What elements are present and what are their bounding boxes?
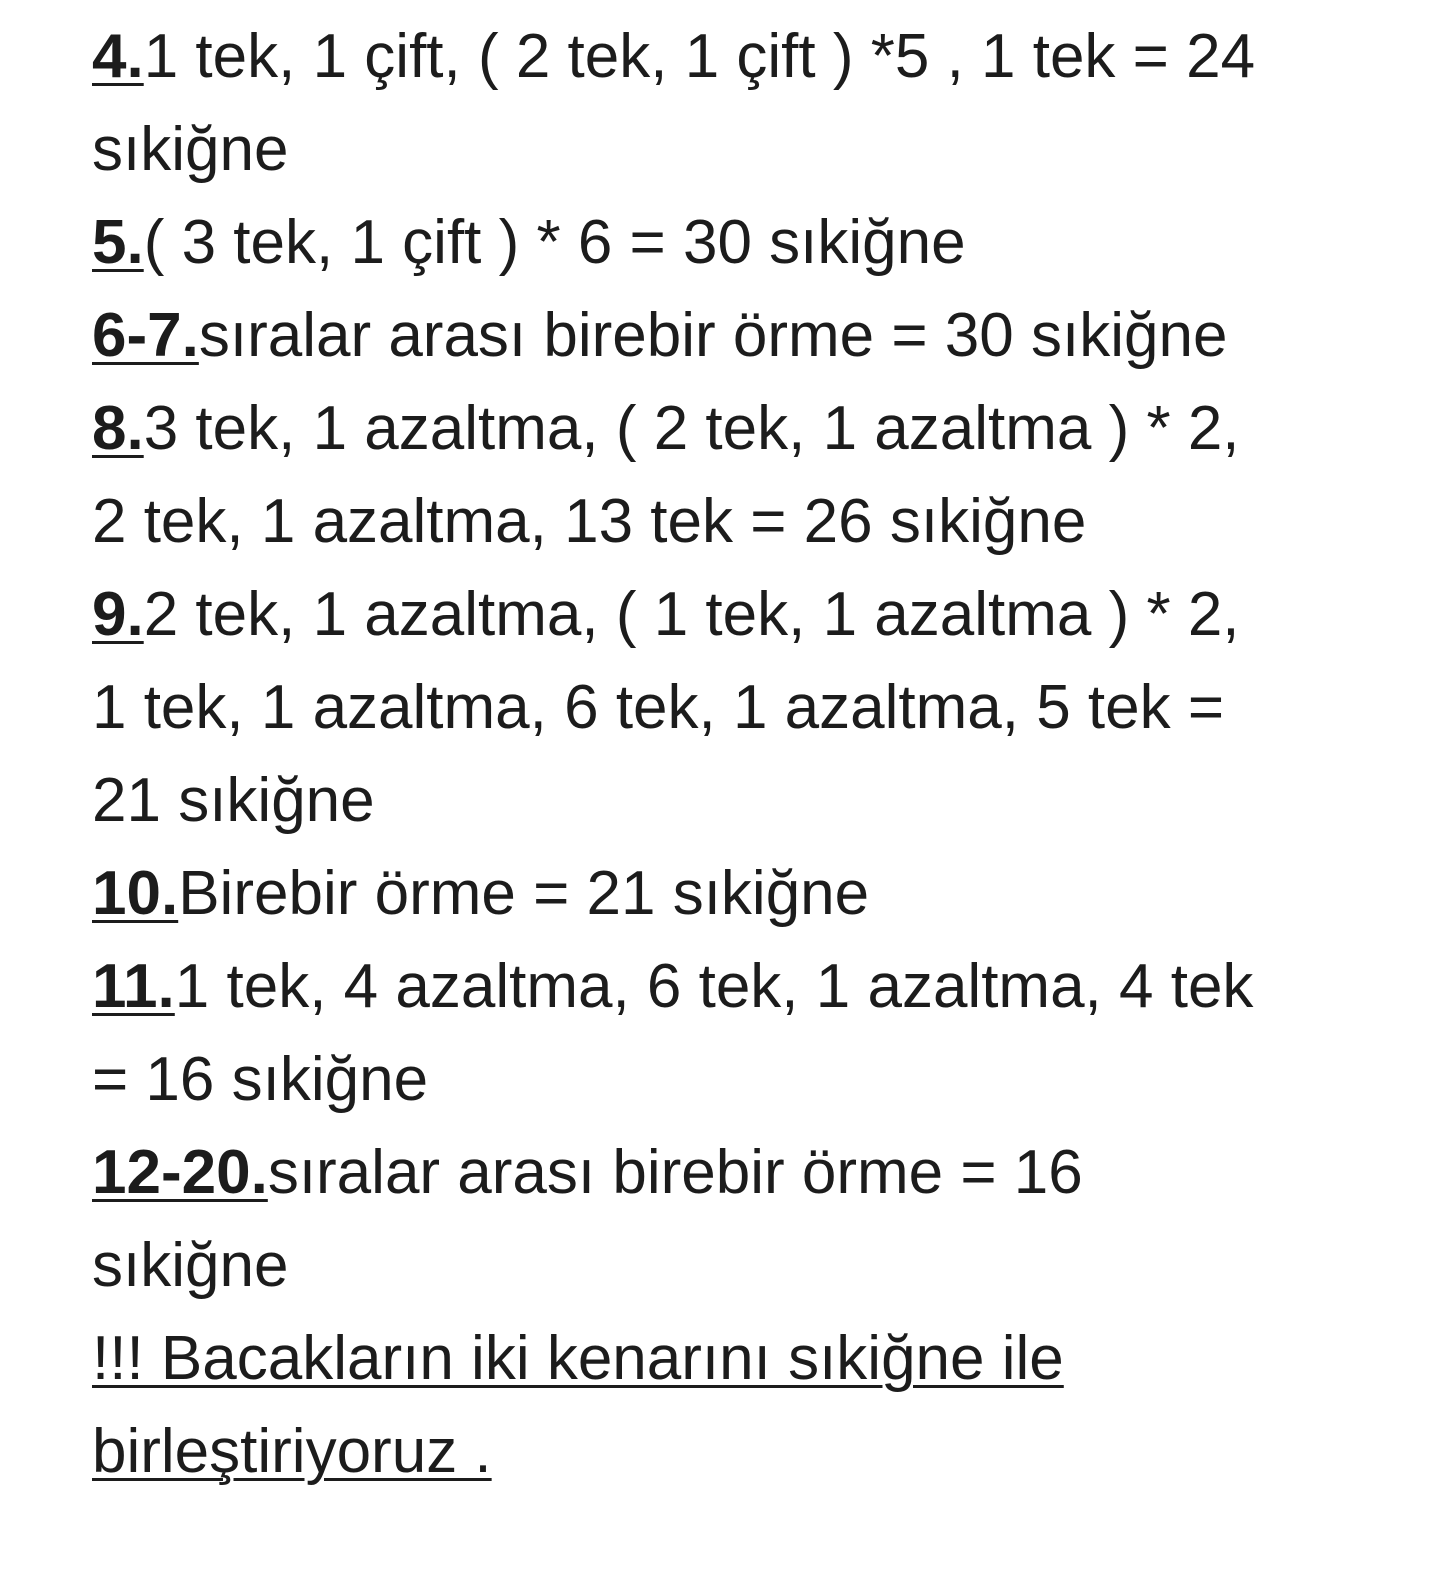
- row-12-20-text-2: sıkiğne: [92, 1231, 289, 1300]
- row-8-text-2: 2 tek, 1 azaltma, 13 tek = 26 sıkiğne: [92, 487, 1087, 556]
- row-9-line-1: [92, 568, 1392, 661]
- row-5-line-1: [92, 196, 1392, 289]
- row-number-8: 8.: [92, 394, 144, 463]
- row-4-text-2: sıkiğne: [92, 115, 289, 184]
- row-10-text-1: Birebir örme = 21 sıkiğne: [178, 859, 870, 928]
- row-12-20-line-1: [92, 1126, 1392, 1219]
- row-5-text-1: ( 3 tek, 1 çift ) * 6 = 30 sıkiğne: [143, 208, 966, 277]
- row-number-10: 10.: [92, 859, 179, 928]
- note-text-2: birleştiriyoruz .: [92, 1417, 492, 1486]
- row-11-text-1: 1 tek, 4 azaltma, 6 tek, 1 azaltma, 4 tek: [174, 952, 1254, 1021]
- note-line-1: [92, 1312, 1392, 1405]
- row-number-11: 11.: [92, 952, 175, 1021]
- row-number-6-7: 6-7.: [92, 301, 199, 370]
- row-11-line-2: [92, 1033, 1392, 1126]
- row-9-text-3: 21 sıkiğne: [92, 766, 375, 835]
- row-11-text-2: = 16 sıkiğne: [92, 1045, 429, 1114]
- row-4-line-1: [92, 10, 1392, 103]
- instruction-document: [92, 10, 1392, 1498]
- note-text-1: !!! Bacakların iki kenarını sıkiğne ile: [92, 1324, 1064, 1393]
- row-4-line-2: [92, 103, 1392, 196]
- row-6-7-line-1: [92, 289, 1392, 382]
- row-8-line-2: [92, 475, 1392, 568]
- row-9-line-3: [92, 754, 1392, 847]
- row-9-text-2: 1 tek, 1 azaltma, 6 tek, 1 azaltma, 5 tek =: [92, 673, 1225, 742]
- row-10-line-1: [92, 847, 1392, 940]
- row-number-9: 9.: [92, 580, 144, 649]
- row-11-line-1: [92, 940, 1392, 1033]
- row-8-line-1: [92, 382, 1392, 475]
- note-line-2: [92, 1405, 1392, 1498]
- row-number-12-20: 12-20.: [92, 1138, 268, 1207]
- row-8-text-1: 3 tek, 1 azaltma, ( 2 tek, 1 azaltma ) * 2,: [143, 394, 1240, 463]
- row-12-20-line-2: [92, 1219, 1392, 1312]
- row-9-text-1: 2 tek, 1 azaltma, ( 1 tek, 1 azaltma ) * 2,: [143, 580, 1240, 649]
- row-12-20-text-1: sıralar arası birebir örme = 16: [267, 1138, 1083, 1207]
- row-4-text-1: 1 tek, 1 çift, ( 2 tek, 1 çift ) *5 , 1 tek = 24: [143, 22, 1256, 91]
- row-6-7-text-1: sıralar arası birebir örme = 30 sıkiğne: [198, 301, 1228, 370]
- row-9-line-2: [92, 661, 1392, 754]
- row-number-5: 5.: [92, 208, 144, 277]
- row-number-4: 4.: [92, 22, 144, 91]
